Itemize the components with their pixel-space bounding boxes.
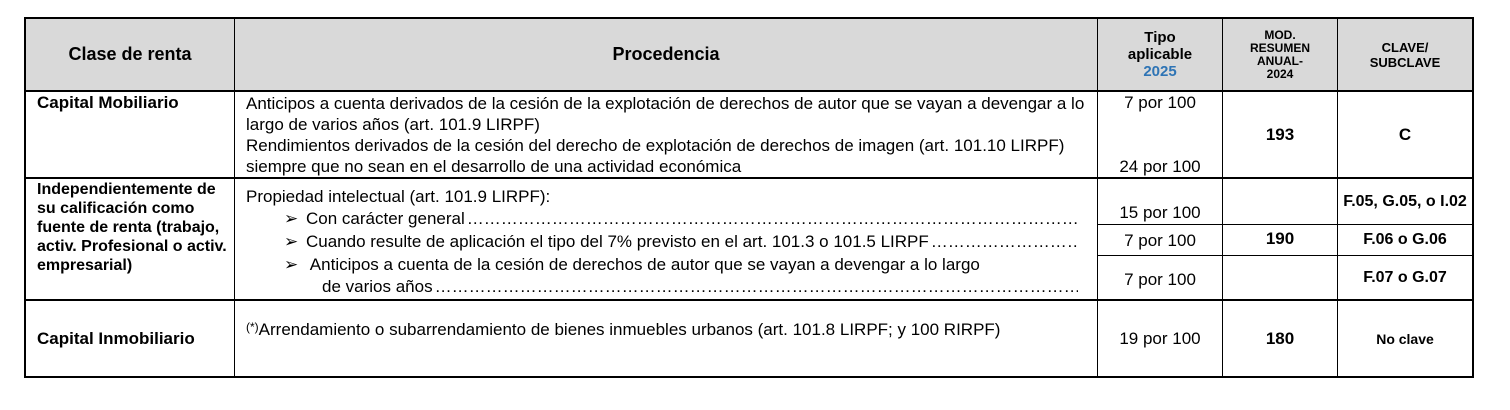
bullet-arrow-icon: ➢	[284, 232, 299, 251]
row1-modelo: 193	[1265, 124, 1295, 144]
row2-item-3	[284, 255, 1084, 275]
row2-item-2	[284, 232, 1078, 252]
header-procedencia	[235, 19, 1097, 90]
row2-tipo-3: 7 por 100	[1124, 270, 1196, 289]
header-mod-line2: RESUMEN	[1249, 40, 1310, 55]
row2-item-3-cont	[322, 277, 1078, 297]
row2-modelo: 190	[1265, 229, 1295, 248]
row1-procedencia	[246, 93, 1086, 177]
row2-clase: Independientemente de su calificación como fuente de renta (trabajo, activ. Profesional o activ. empresarial)	[37, 181, 227, 274]
row2-item-3-text-1: Anticipos a cuenta de la cesión de derechos de autor que se vayan a devengar a lo largo	[309, 255, 980, 274]
row3-modelo: 180	[1265, 329, 1295, 348]
row3-procedencia-text: Arrendamiento o subarrendamiento de bienes inmuebles urbanos (art. 101.8 LIRPF; y 100 RIRPF)	[258, 320, 1001, 339]
row3-clave: No clave	[1376, 331, 1434, 347]
row1-clave: C	[1398, 124, 1412, 144]
bullet-arrow-icon: ➢	[284, 209, 299, 228]
header-mod-line4: 2024	[1266, 66, 1294, 81]
header-tipo-aplicable	[1098, 19, 1222, 90]
header-clase-de-renta	[26, 19, 234, 90]
row2-clave-3: F.07 o G.07	[1363, 268, 1447, 286]
row2-item-1	[284, 209, 1078, 229]
header-tipo-year: 2025	[1143, 63, 1177, 80]
header-clave-line2: SUBCLAVE	[1369, 54, 1441, 70]
header-modelo-resumen	[1223, 19, 1337, 90]
leader-dots	[467, 209, 1078, 229]
header-clave-subclave	[1338, 19, 1472, 90]
row1-clase: Capital Mobiliario	[37, 93, 179, 112]
row3-tipo: 19 por 100	[1119, 329, 1201, 348]
row2-procedencia-intro: Propiedad intelectual (art. 101.9 LIRPF):	[246, 187, 551, 206]
row2-clave-1: F.05, G.05, o I.02	[1343, 193, 1467, 210]
row1-tipo-2: 24 por 100	[1119, 157, 1201, 176]
leader-dots	[435, 277, 1078, 297]
header-tipo-line1: Tipo	[1144, 29, 1176, 46]
row3-clase: Capital Inmobiliario	[37, 329, 195, 348]
row2-tipo-1: 15 por 100	[1119, 203, 1201, 222]
row1-procedencia-1: Anticipos a cuenta derivados de la cesión de la explotación de derechos de autor que se vayan a devengar a lo largo de varios años (art. 101.9 LIRPF)	[246, 94, 1085, 134]
row3-procedencia	[246, 317, 1076, 340]
row2-tipo-2: 7 por 100	[1124, 231, 1196, 250]
bullet-arrow-icon: ➢	[284, 255, 299, 274]
header-mod-line3: ANUAL-	[1257, 53, 1303, 68]
leader-dots	[931, 232, 1078, 252]
row1-procedencia-2: Rendimientos derivados de la cesión del derecho de explotación de derechos de imagen (art. 101.10 LIRPF) siempre que no sean en el desarrollo de una actividad económica	[246, 136, 1065, 176]
col-divider	[234, 19, 235, 376]
header-clave-line1: CLAVE/	[1381, 39, 1429, 55]
header-tipo-line2: aplicable	[1127, 46, 1193, 63]
row2-item-3-text-2: de varios años	[322, 277, 433, 296]
header-clase-label: Clase de renta	[68, 44, 192, 64]
row2-item-1-text: Con carácter general	[306, 209, 465, 228]
row3-procedencia-mark: (*)	[246, 320, 259, 334]
header-procedencia-label: Procedencia	[612, 44, 720, 64]
row2-item-2-text: Cuando resulte de aplicación el tipo del 7% previsto en el art. 101.3 o 101.5 LIRPF	[306, 232, 929, 251]
row1-tipo-1: 7 por 100	[1124, 93, 1196, 112]
retenciones-table	[24, 17, 1474, 378]
row2-clave-2: F.06 o G.06	[1363, 231, 1447, 248]
header-mod-line1: MOD.	[1264, 27, 1296, 42]
